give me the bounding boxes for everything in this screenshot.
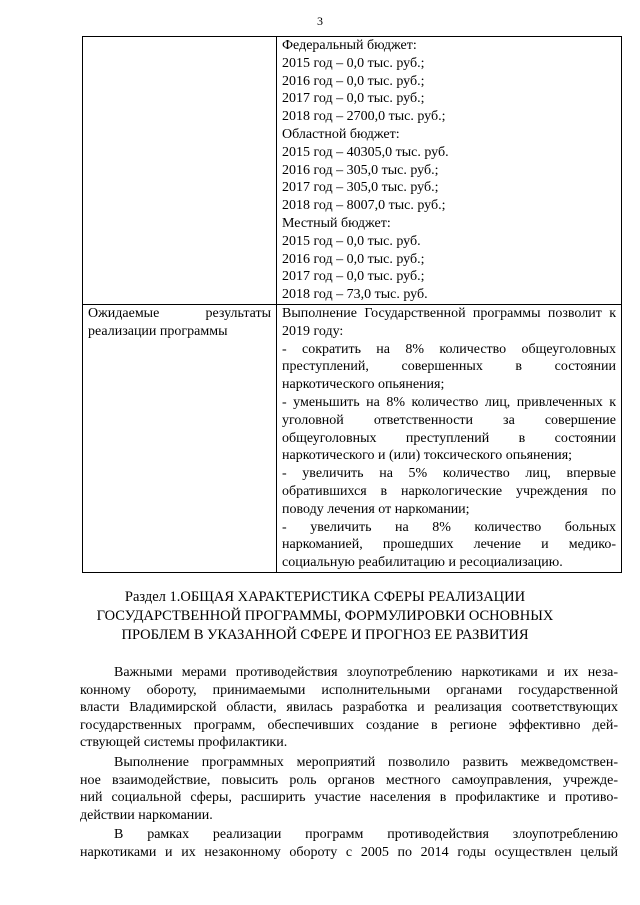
budget-line: Федеральный бюджет:	[282, 38, 417, 53]
budget-line: 2017 год – 0,0 тыс. руб.;	[282, 91, 425, 107]
results-line: наркотического и (или) токсического опьянения;	[282, 448, 573, 464]
paragraph-line: Важными мерами противодействия злоупотреблению наркотиками и их неза-	[114, 665, 618, 680]
results-line: уголовной ответственности за совершение	[282, 412, 616, 428]
budget-line: 2017 год – 0,0 тыс. руб.;	[282, 269, 425, 285]
budget-line: 2018 год – 8007,0 тыс. руб.;	[282, 198, 446, 214]
results-line: - сократить на 8% количество общеуголовных	[282, 341, 616, 357]
results-line: - уменьшить на 8% количество лиц, привлеченных к	[282, 394, 616, 410]
budget-line: Областной бюджет:	[282, 126, 400, 142]
results-row	[83, 304, 622, 572]
body-text	[80, 664, 618, 864]
paragraph-line: действии наркомании.	[80, 807, 213, 823]
results-line: поводу лечения от наркомании;	[282, 501, 470, 517]
section-title	[60, 588, 590, 645]
budget-line: 2015 год – 40305,0 тыс. руб.	[282, 144, 449, 160]
budget-line: Местный бюджет:	[282, 215, 391, 231]
results-line: обратившихся в наркологические учреждения по	[282, 483, 616, 499]
results-values-cell	[277, 304, 622, 572]
section-title-line: ГОСУДАРСТВЕННОЙ ПРОГРАММЫ, ФОРМУЛИРОВКИ ОСНОВНЫХ	[96, 608, 554, 624]
budget-line: 2015 год – 0,0 тыс. руб.	[282, 233, 421, 249]
paragraph-line: В рамках реализации программ противодействия злоупотреблению	[114, 827, 618, 843]
budget-line: 2018 год – 2700,0 тыс. руб.;	[282, 109, 446, 125]
paragraph-line: ное взаимодействие, повысить роль органов местного самоуправления, учрежде-	[80, 772, 618, 788]
budget-line: 2016 год – 0,0 тыс. руб.;	[282, 251, 425, 267]
results-label-line: Ожидаемые результаты	[88, 305, 271, 321]
budget-line: 2016 год – 305,0 тыс. руб.;	[282, 162, 439, 178]
paragraph	[80, 754, 618, 824]
page-number: 3	[317, 14, 323, 28]
results-label-line: реализации программы	[88, 323, 228, 339]
budget-line: 2016 год – 0,0 тыс. руб.;	[282, 73, 425, 89]
paragraph-line: государственных программ, обеспечивших создание в регионе эффективно дей-	[80, 717, 618, 733]
financing-values-cell	[277, 37, 622, 305]
paragraph-line: конному обороту, принимаемыми исполнительными органами государственной	[80, 682, 618, 698]
results-line: преступлений, совершенных в состоянии	[282, 359, 616, 375]
paragraph-line: ствующей системы профилактики.	[80, 735, 288, 751]
results-line: наркоманией, прошедших лечение и медико-	[282, 537, 616, 553]
results-line: - увеличить на 8% количество больных	[282, 519, 616, 535]
paragraph-line: ний социальной сферы, расширить участие населения в профилактике и противо-	[80, 790, 618, 806]
paragraph	[80, 826, 618, 861]
financing-label-cell	[83, 37, 277, 305]
budget-line: 2017 год – 305,0 тыс. руб.;	[282, 180, 439, 196]
budget-line: 2018 год – 73,0 тыс. руб.	[282, 287, 428, 303]
results-line: Выполнение Государственной программы позволит к	[282, 305, 616, 321]
results-line: наркотического опьянения;	[282, 377, 445, 393]
results-line: общеуголовных преступлений в состоянии	[282, 430, 616, 446]
results-label-cell	[83, 304, 277, 572]
results-line: 2019 году:	[282, 323, 344, 339]
budget-line: 2015 год – 0,0 тыс. руб.;	[282, 55, 425, 71]
section-title-line: ПРОБЛЕМ В УКАЗАННОЙ СФЕРЕ И ПРОГНОЗ ЕЕ РАЗВИТИЯ	[121, 627, 529, 643]
results-line: социальную реабилитацию и ресоциализацию.	[282, 555, 563, 571]
paragraph-line: наркотиками и их незаконному обороту с 2005 по 2014 годы осуществлен целый	[80, 844, 618, 860]
section-title-line: Раздел 1.ОБЩАЯ ХАРАКТЕРИСТИКА СФЕРЫ РЕАЛИЗАЦИИ	[124, 589, 526, 605]
paragraph-line: Выполнение программных мероприятий позволило развить межведомствен-	[114, 754, 618, 770]
passport-table	[82, 36, 622, 573]
results-line: - увеличить на 5% количество лиц, впервые	[282, 466, 616, 482]
paragraph	[80, 664, 618, 752]
financing-row	[83, 37, 622, 305]
paragraph-line: власти Владимирской области, явилась разработка и реализация соответствующих	[80, 700, 618, 716]
